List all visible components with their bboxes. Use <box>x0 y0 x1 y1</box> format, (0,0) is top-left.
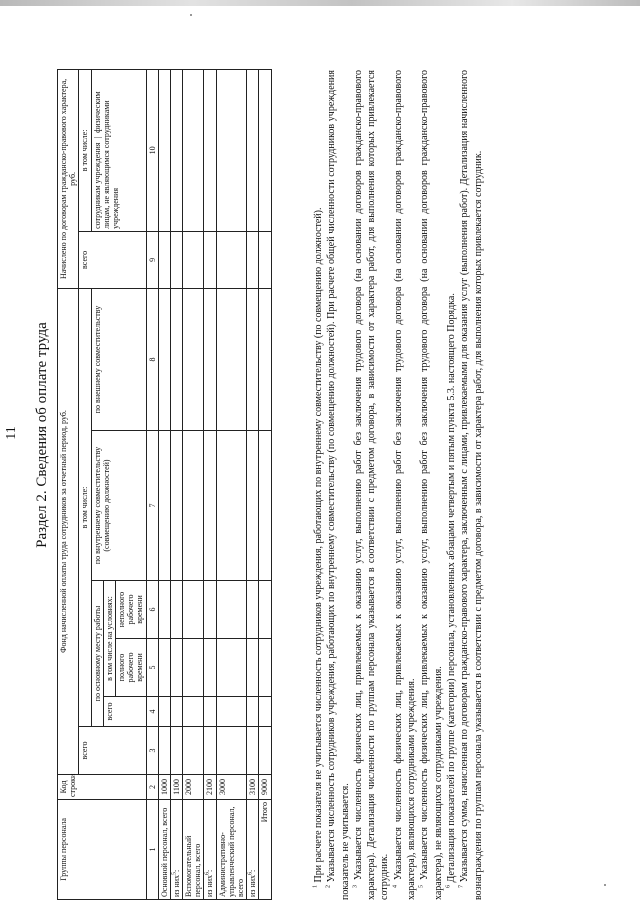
footnote-text: При расчете показателя не учитывается численность сотрудников учреждения, работающих по внутреннему совместительству (по совмещению должностей). <box>313 207 324 883</box>
table-cell[interactable] <box>259 431 271 581</box>
table-row <box>158 69 170 899</box>
row-code: 1000 <box>158 775 170 800</box>
table-cell[interactable] <box>216 697 247 727</box>
table-cell[interactable] <box>204 288 216 430</box>
row-code: 3100 <box>247 775 259 800</box>
table-row <box>204 69 216 899</box>
footnote-number: 6 <box>445 885 452 888</box>
table-cell[interactable] <box>170 697 182 727</box>
row-label <box>216 800 247 900</box>
table-cell[interactable] <box>259 69 271 231</box>
table-cell[interactable] <box>158 288 170 430</box>
table-cell[interactable] <box>183 288 204 430</box>
table-cell[interactable] <box>204 431 216 581</box>
column-number-row <box>146 69 158 899</box>
section-title: Раздел 2. Сведения об оплате труда <box>34 322 50 548</box>
col-number: 1 <box>146 800 158 900</box>
header-part-time: неполного рабочего времени <box>115 581 146 639</box>
pay-table <box>57 69 272 900</box>
col-number: 3 <box>146 727 158 775</box>
header-conditions: в том числе на условиях: <box>103 581 115 697</box>
header-including: в том числе: <box>79 288 91 726</box>
header-contracts-including: в том числе: <box>79 69 91 231</box>
col-number: 2 <box>146 775 158 800</box>
table-cell[interactable] <box>247 727 259 775</box>
table-cell[interactable] <box>259 697 271 727</box>
footnote-text: Указывается численность физических лиц, привлекаемых к оказанию услуг, выполнению работ без заключения трудового договора (на основании договоров гражданско-правового характера), не являющихся сотрудниками учреждения. <box>419 69 444 900</box>
table-cell[interactable] <box>216 581 247 639</box>
header-groups: Группы персонала <box>58 800 147 900</box>
footnote-number: 5 <box>419 885 426 888</box>
table-cell[interactable] <box>170 581 182 639</box>
footnote-number: 1 <box>312 885 319 888</box>
table-cell[interactable] <box>158 231 170 288</box>
footnote <box>418 70 445 900</box>
footnote-text: Детализация показателей по группе (категории) персонала, установленных абзацами четвертым и пятым пункта 5.3. настоящего Порядка. <box>445 293 457 883</box>
footnotes <box>312 70 485 900</box>
table-cell[interactable] <box>216 639 247 697</box>
table-cell[interactable] <box>247 581 259 639</box>
table-cell[interactable] <box>158 727 170 775</box>
header-contracts-total: всего <box>79 231 146 288</box>
footnote-ref: 6 <box>204 871 211 875</box>
footnote-text: Указывается сумма, начисленная по договорам гражданско-правового характера, заключенным с лицами, привлекаемыми для оказания услуг (выполнения работ). Детализация начисленного вознаграждения по группам персонала указывается в соответствии с предметом договора, в зависимости от характера работ, для выполнения которых привлекается сотрудник. <box>459 70 484 900</box>
row-label: из них$^5$: <box>170 800 182 900</box>
row-label: из них$^6$: <box>247 800 259 900</box>
col-number: 8 <box>146 288 158 430</box>
table-cell[interactable] <box>259 639 271 697</box>
table-cell[interactable] <box>204 69 216 231</box>
row-label <box>183 800 204 900</box>
row-label-text: из них <box>205 874 215 897</box>
table-cell[interactable] <box>158 697 170 727</box>
footnote-text: Указывается численность физических лиц, привлекаемых к оказанию услуг, выполнению работ без заключения трудового договора (на основании договоров гражданско-правового характера), являющихся сотрудниками учреждения. <box>392 69 418 900</box>
header-internal: по внутреннему совместительству (совмещению должностей) <box>91 431 146 581</box>
footnote <box>458 70 485 900</box>
table-cell[interactable] <box>183 581 204 639</box>
footnote <box>312 70 325 900</box>
table-cell[interactable] <box>183 231 204 288</box>
table-cell[interactable] <box>204 231 216 288</box>
table-cell[interactable] <box>247 288 259 430</box>
header-contract-split: сотрудникам учреждения | физическим лицам, не являющимся сотрудниками учреждения <box>91 69 146 231</box>
table-cell[interactable] <box>247 431 259 581</box>
table-cell[interactable] <box>158 639 170 697</box>
table-cell[interactable] <box>170 431 182 581</box>
table-cell[interactable] <box>247 697 259 727</box>
table-cell[interactable] <box>216 431 247 581</box>
table-cell[interactable] <box>170 727 182 775</box>
header-contracts: Начислено по договорам гражданско-правового характера, руб. <box>58 69 79 288</box>
table-row <box>170 69 182 899</box>
table-cell[interactable] <box>204 697 216 727</box>
footnote-number: 7 <box>458 885 465 888</box>
table-cell[interactable] <box>170 231 182 288</box>
table-cell[interactable] <box>183 431 204 581</box>
table-cell[interactable] <box>204 581 216 639</box>
row-label: из них$^6$: <box>204 800 216 900</box>
table-cell[interactable] <box>259 581 271 639</box>
table-cell[interactable] <box>183 639 204 697</box>
row-label-text: Административно-управленческий персонал, всего <box>217 806 245 897</box>
table-cell[interactable] <box>170 288 182 430</box>
table-cell[interactable] <box>158 69 170 231</box>
col-number: 7 <box>146 431 158 581</box>
table-cell[interactable] <box>247 231 259 288</box>
col-number: 10 <box>146 69 158 231</box>
table-row <box>247 69 259 899</box>
header-full-time: полного рабочего времени <box>115 639 146 697</box>
table-cell[interactable] <box>216 69 247 231</box>
table-cell[interactable] <box>247 69 259 231</box>
row-code: 1100 <box>170 775 182 800</box>
table-cell[interactable] <box>216 231 247 288</box>
table-cell[interactable] <box>183 69 204 231</box>
footnote-ref: 6 <box>247 871 254 875</box>
footnote-text: Указывается численность физических лиц, привлекаемых к оказанию услуг, выполнению работ без заключения трудового договора (на основании договоров гражданско-правового характера). Детализация численности по группам персонала указывается в соответствии с предметом договора, в зависимости от характера работ, для выполнения которых привлекается сотрудник. <box>352 69 391 900</box>
row-code: 2000 <box>183 775 204 800</box>
footnote <box>325 70 352 900</box>
row-label-text: Основной персонал, всего <box>159 807 169 897</box>
header-staff: сотрудникам учреждения <box>92 142 102 229</box>
table-cell[interactable] <box>216 727 247 775</box>
table-cell[interactable] <box>170 639 182 697</box>
header-fund: Фонд начисленной оплаты труда сотрудников за отчетный период, руб. <box>58 288 79 774</box>
table-cell[interactable] <box>259 231 271 288</box>
table-cell[interactable] <box>259 727 271 775</box>
table-cell[interactable] <box>183 697 204 727</box>
table-cell[interactable] <box>183 727 204 775</box>
page-number: 11 <box>4 426 19 440</box>
footnote-number: 2 <box>325 885 332 888</box>
table-cell[interactable] <box>158 431 170 581</box>
footnote <box>352 70 392 900</box>
total-label: Итого <box>259 800 271 900</box>
table-cell[interactable] <box>216 288 247 430</box>
header-non-staff: физическим лицам, не являющимся сотрудниками учреждения <box>92 91 120 229</box>
col-number: 6 <box>146 581 158 639</box>
footnote-number: 3 <box>352 885 359 888</box>
header-row-1 <box>58 69 79 899</box>
header-main-place: по основному месту работы <box>91 581 103 727</box>
col-number: 9 <box>146 231 158 288</box>
table-row <box>216 69 247 899</box>
row-label-text: из них <box>171 874 181 897</box>
header-main-total: всего <box>103 697 146 727</box>
row-code: 3000 <box>216 775 247 800</box>
footnote-text: Указывается численность сотрудников учреждения, работающих по внутреннему совместительству (по совмещению должностей). При расчете общей численности сотрудников учреждения показатель не учитывается. <box>326 69 351 900</box>
total-row <box>259 69 271 899</box>
col-number: 4 <box>146 697 158 727</box>
row-label-text: из них <box>248 874 258 897</box>
footnote-ref: 5 <box>171 871 178 875</box>
footnote <box>392 70 419 900</box>
table-cell[interactable] <box>247 639 259 697</box>
table-cell[interactable] <box>170 69 182 231</box>
table-cell[interactable] <box>259 288 271 430</box>
table-body <box>158 69 259 899</box>
row-label-text: Вспомогательный персонал, всего <box>184 835 203 897</box>
footnote <box>445 70 458 900</box>
row-label <box>158 800 170 900</box>
table-cell[interactable] <box>204 727 216 775</box>
table-cell[interactable] <box>204 639 216 697</box>
row-code: 2100 <box>204 775 216 800</box>
header-code: Код строки <box>58 775 147 800</box>
footnote-number: 4 <box>392 885 399 888</box>
table-cell[interactable] <box>158 581 170 639</box>
total-code: 9000 <box>259 775 271 800</box>
header-total: всего <box>79 727 146 775</box>
col-number: 5 <box>146 639 158 697</box>
header-external: по внешнему совместительству <box>91 288 146 430</box>
table-row <box>183 69 204 899</box>
